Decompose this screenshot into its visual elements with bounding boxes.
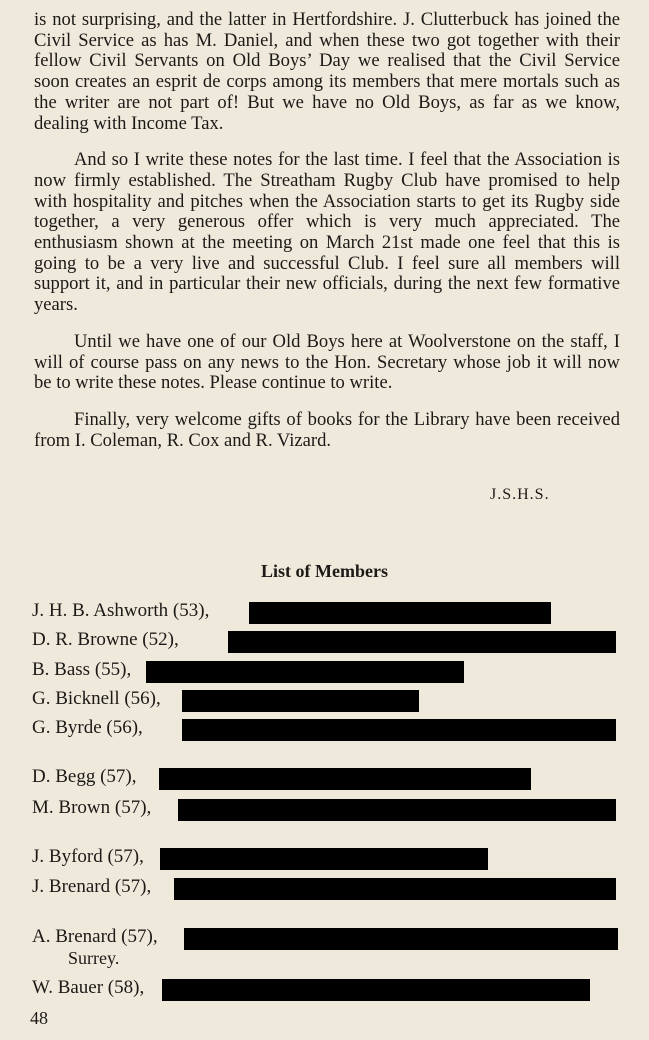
- list-item: [32, 719, 143, 741]
- redaction-bar: [182, 690, 419, 712]
- list-item: [32, 602, 209, 624]
- member-name: J. H. B. Ashworth (53),: [32, 600, 210, 621]
- member-name: W. Bauer (58),: [32, 977, 145, 998]
- paragraph: Finally, very welcome gifts of books for the Library have been received from I. Coleman, R. Cox and R. Vizard.: [34, 408, 620, 451]
- member-name: G. Byrde (56),: [32, 717, 143, 738]
- redaction-bar: [182, 719, 616, 741]
- member-name: G. Bicknell (56),: [32, 688, 161, 709]
- list-item: [32, 928, 158, 950]
- list-item: [32, 690, 161, 712]
- member-name: J. Byford (57),: [32, 846, 144, 867]
- list-item: [32, 878, 151, 900]
- list-item: [32, 768, 136, 790]
- redaction-bar: [162, 979, 590, 1001]
- page-number: 48: [30, 1008, 48, 1028]
- list-item: [32, 848, 144, 870]
- list-item: [32, 631, 179, 653]
- paragraph: Until we have one of our Old Boys here at Woolverstone on the staff, I will of course pass on any news to the Hon. Secretary whose job it will now be to write these notes. Please continue to write.: [34, 330, 620, 394]
- redaction-bar: [159, 768, 531, 790]
- signature: J.S.H.S.: [490, 486, 550, 503]
- member-name: A. Brenard (57),: [32, 926, 158, 947]
- list-item: [32, 979, 144, 1001]
- redaction-bar: [249, 602, 551, 624]
- member-name: B. Bass (55),: [32, 659, 132, 680]
- member-name: D. Begg (57),: [32, 766, 137, 787]
- list-item: [32, 799, 151, 821]
- redaction-bar: [174, 878, 616, 900]
- section-heading: List of Members: [261, 561, 388, 581]
- redaction-bar: [228, 631, 616, 653]
- redaction-bar: [160, 848, 488, 870]
- member-name: D. R. Browne (52),: [32, 629, 179, 650]
- member-name: M. Brown (57),: [32, 797, 152, 818]
- redaction-bar: [146, 661, 464, 683]
- list-item: [32, 661, 131, 683]
- paragraph: is not surprising, and the latter in Hertfordshire. J. Clutterbuck has joined the Civil Service as has M. Daniel, and when these two got together with their fellow Civil Servants on Old Boys’ Day we realised that the Civil Service soon creates an esprit de corps among its members that mere mortals such as the writer are not part of! But we have no Old Boys, as far as we know, dealing with Income Tax.: [34, 9, 620, 134]
- redaction-bar: [178, 799, 616, 821]
- article-body: [34, 10, 620, 451]
- redaction-bar: [184, 928, 618, 950]
- member-address: Surrey.: [68, 948, 120, 968]
- member-name: J. Brenard (57),: [32, 876, 152, 897]
- paragraph: And so I write these notes for the last time. I feel that the Association is now firmly established. The Streatham Rugby Club have promised to help with hospitality and pitches when the Association starts to get its Rugby side together, a very generous offer which is very much appreciated. The enthusiasm shown at the meeting on March 21st made one feel that this is going to be a very live and successful Club. I feel sure all members will support it, and in particular their new officials, during the next few formative years.: [34, 149, 620, 316]
